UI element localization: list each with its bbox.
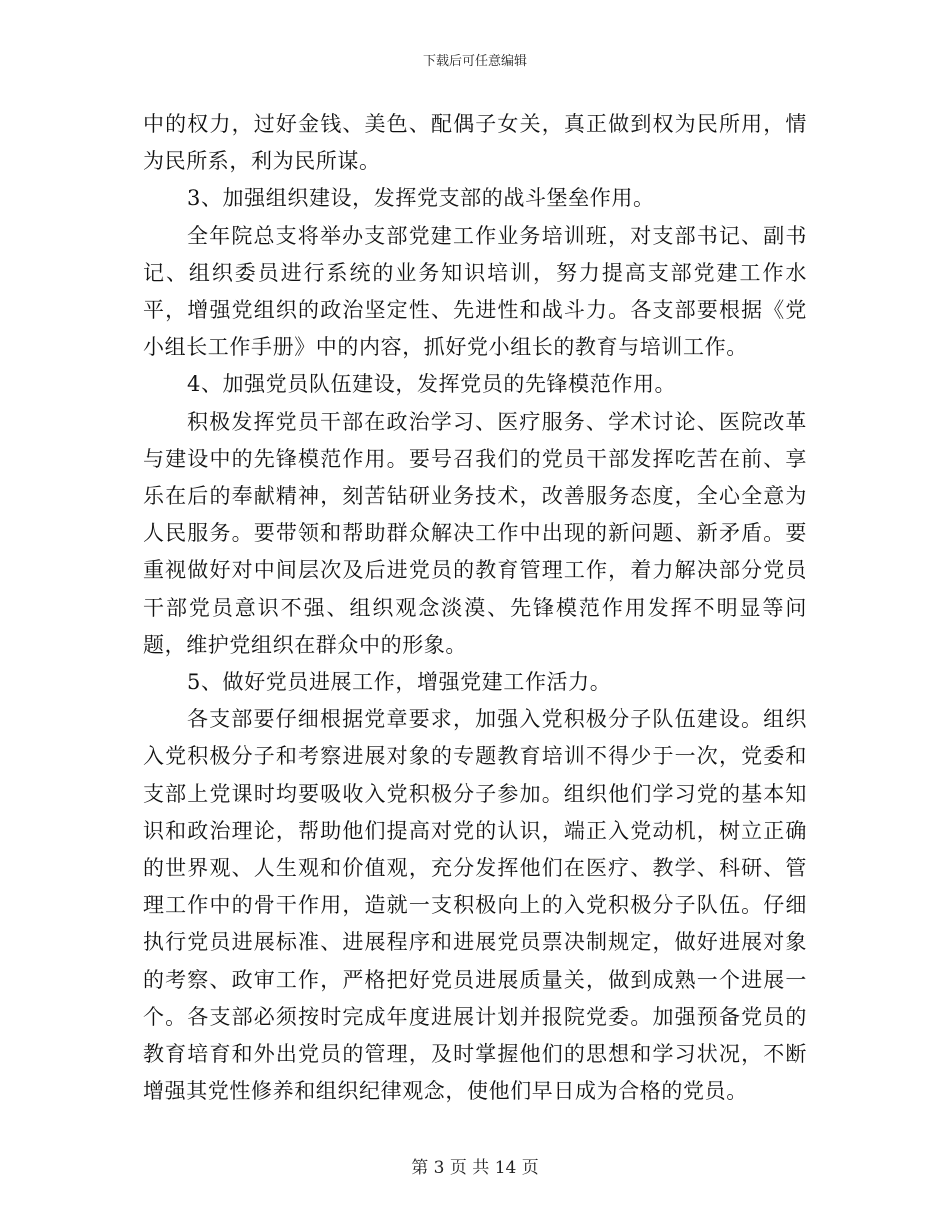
paragraph-members: 积极发挥党员干部在政治学习、医疗服务、学术讨论、医院改革与建设中的先锋模范作用。要号召我们的党员干部发挥吃苦在前、享乐在后的奉献精神，刻苦钻研业务技术，改善服务态度，全心全意为人民服务。要带领和帮助群众解决工作中出现的新问题、新矛盾。要重视做好对中间层次及后进党员的教育管理工作，着力解决部分党员干部党员意识不强、组织观念淡漠、先锋模范作用发挥不明显等问题，维护党组织在群众中的形象。 (143, 409, 807, 657)
section-heading-3: 3、加强组织建设，发挥党支部的战斗堡垒作用。 (187, 186, 655, 211)
paragraph-development: 各支部要仔细根据党章要求，加强入党积极分子队伍建设。组织入党积极分子和考察进展对象的专题教育培训不得少于一次，党委和支部上党课时均要吸收入党积极分子参加。组织他们学习党的基本知识和政治理论，帮助他们提高对党的认识，端正入党动机，树立正确的世界观、人生观和价值观，充分发挥他们在医疗、教学、科研、管理工作中的骨干作用，造就一支积极向上的入党积极分子队伍。仔细执行党员进展标准、进展程序和进展党员票决制规定，做好进展对象的考察、政审工作，严格把好党员进展质量关，做到成熟一个进展一个。各支部必须按时完成年度进展计划并报院党委。加强预备党员的教育培育和外出党员的管理，及时掌握他们的思想和学习状况，不断增强其党性修养和组织纪律观念，使他们早日成为合格的党员。 (143, 707, 807, 1104)
section-heading-5: 5、做好党员进展工作，增强党建工作活力。 (187, 670, 612, 695)
paragraph-organization: 全年院总支将举办支部党建工作业务培训班，对支部书记、副书记、组织委员进行系统的业务知识培训，努力提高支部党建工作水平，增强党组织的政治坚定性、先进性和战斗力。各支部要根据《党小组长工作手册》中的内容，抓好党小组长的教育与培训工作。 (143, 223, 807, 360)
page-footer: 第 3 页 共 14 页 (411, 1158, 539, 1178)
page-header: 下载后可任意编辑 (422, 54, 527, 69)
section-heading-4: 4、加强党员队伍建设，发挥党员的先锋模范作用。 (187, 372, 677, 397)
document-body (143, 106, 807, 1110)
paragraph-continuation: 中的权力，过好金钱、美色、配偶子女关，真正做到权为民所用，情为民所系，利为民所谋。 (143, 112, 807, 174)
